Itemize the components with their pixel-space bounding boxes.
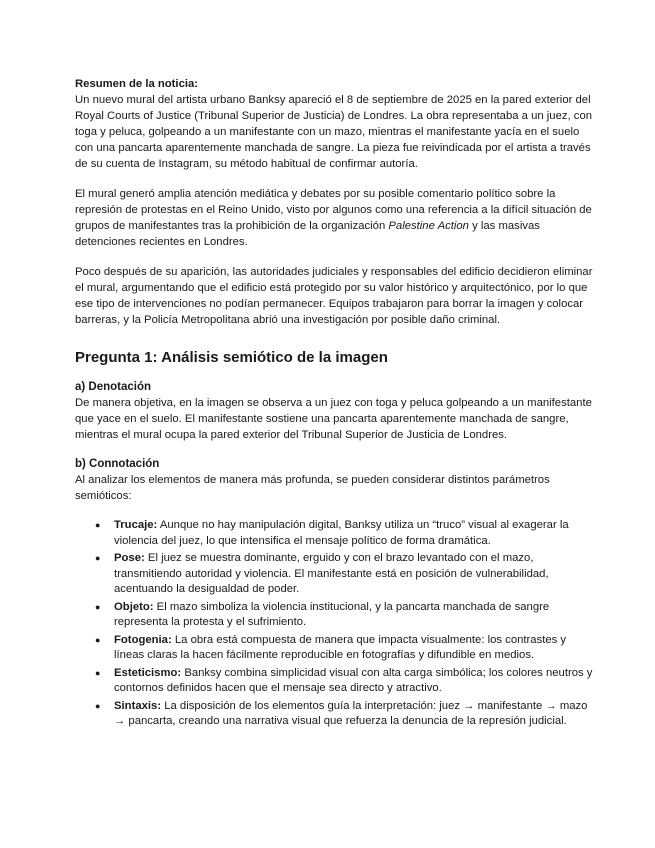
summary-paragraph-2-start: El mural generó amplia atención mediática y debates por su posible comentario político sobre la represión de protestas en el Reino Unido, visto por algunos como una referencia a la difícil situación de grupos de manifestantes tras la prohibición de la organización bbox=[75, 188, 592, 232]
list-item-fotogenia bbox=[75, 633, 595, 664]
bullet-icon: ● bbox=[95, 700, 101, 711]
list-item-objeto bbox=[75, 600, 595, 631]
list-item-text: Aunque no hay manipulación digital, Banksy utiliza un “truco” visual al exagerar la violencia del juez, lo que intensifica el mensaje político de forma dramática. bbox=[114, 519, 569, 547]
list-item-text: La disposición de los elementos guía la interpretación: juez → manifestante → mazo → pancarta, creando una narrativa visual que refuerza la denuncia de la represión judicial. bbox=[114, 699, 588, 727]
summary-heading: Resumen de la noticia: bbox=[75, 78, 199, 90]
list-item-text: Banksy combina simplicidad visual con alta carga simbólica; los colores neutros y contornos definidos hacen que el mensaje sea directo y atractivo. bbox=[114, 666, 593, 694]
list-item-sintaxis bbox=[75, 699, 595, 730]
list-item-trucaje bbox=[75, 518, 595, 549]
denotation-heading: a) Denotación bbox=[75, 381, 152, 393]
list-item-term: Sintaxis: bbox=[114, 699, 162, 712]
list-item-term: Objeto: bbox=[114, 600, 154, 613]
list-item-term: Esteticismo: bbox=[114, 666, 182, 679]
bullet-icon: ● bbox=[95, 601, 101, 612]
list-item-term: Pose: bbox=[114, 552, 145, 564]
connotation-list bbox=[75, 518, 595, 730]
list-item-text: La obra está compuesta de manera que impacta visualmente: los contrastes y líneas claras la hacen fácilmente reproducible en fotografías y difundible en medios. bbox=[114, 633, 567, 661]
summary-paragraph-2 bbox=[75, 186, 595, 250]
denotation-text: De manera objetiva, en la imagen se observa a un juez con toga y peluca golpeando a un manifestante que yace en el suelo. El manifestante sostiene una pancarta aparentemente manchada de sangre, mientras el mural ocupa la pared exterior del Tribunal Superior de Justicia de Londres. bbox=[75, 397, 592, 441]
list-item-text: El mazo simboliza la violencia institucional, y la pancarta manchada de sangre representa la protesta y el sufrimiento. bbox=[114, 600, 550, 628]
bullet-icon: ● bbox=[95, 520, 101, 530]
bullet-icon: ● bbox=[95, 553, 101, 563]
bullet-icon: ● bbox=[95, 667, 101, 678]
summary-paragraph-3: Poco después de su aparición, las autoridades judiciales y responsables del edificio decidieron eliminar el mural, argumentando que el edificio está protegido por su valor histórico y arquitectónico, por lo que ese tipo de intervenciones no podían permanecer. Equipos trabajaron para borrar la imagen y colocar barreras, y la Policía Metropolitana abrió una investigación por posible daño criminal. bbox=[75, 266, 593, 326]
list-item-text: El juez se muestra dominante, erguido y con el brazo levantado con el mazo, transmitiendo autoridad y violencia. El manifestante está en posición de vulnerabilidad, acentuando la desigualdad de poder. bbox=[114, 552, 549, 595]
list-item-term: Fotogenia: bbox=[114, 633, 172, 646]
question-1-title: Pregunta 1: Análisis semiótico de la imagen bbox=[75, 349, 388, 366]
list-item-esteticismo bbox=[75, 666, 595, 697]
bullet-icon: ● bbox=[95, 634, 101, 645]
connotation-intro: Al analizar los elementos de manera más profunda, se pueden considerar distintos parámetros semióticos: bbox=[75, 474, 550, 502]
connotation-heading: b) Connotación bbox=[75, 458, 160, 470]
summary-paragraph-2-end: y las masivas detenciones recientes en Londres. bbox=[75, 220, 540, 248]
summary-paragraph-1: Un nuevo mural del artista urbano Banksy apareció el 8 de septiembre de 2025 en la pared exterior del Royal Courts of Justice (Tribunal Superior de Justicia) de Londres. La obra representaba a un juez, con toga y peluca, golpeando a un manifestante con un mazo, mientras el manifestante yacía en el suelo con una pancarta aparentemente manchada de sangre. La pieza fue reivindicada por el artista a través de su cuenta de Instagram, su método habitual de confirmar autoría. bbox=[75, 94, 593, 170]
list-item-term: Trucaje: bbox=[114, 519, 158, 531]
list-item-pose bbox=[75, 551, 595, 598]
organization-name: Palestine Action bbox=[388, 220, 469, 232]
document-page bbox=[75, 76, 595, 732]
